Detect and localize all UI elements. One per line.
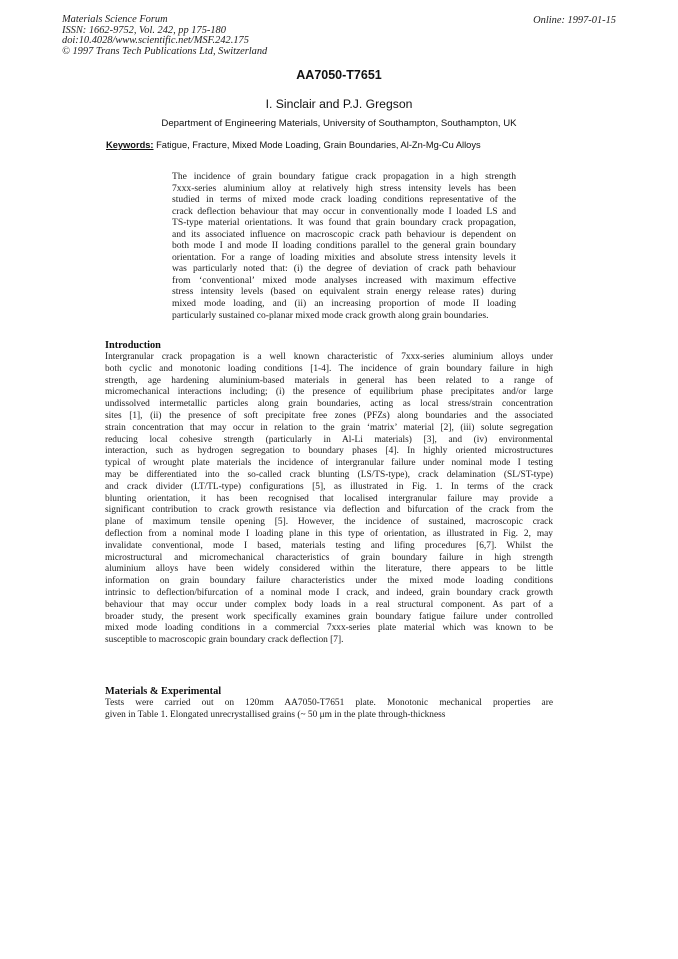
introduction-line: invalidate conventional, mode I based, materials testing and lifing procedures [6,7]. Whilst the [105, 540, 553, 551]
abstract-line: both mode I and mode II loading conditions parallel to the general grain boundary [172, 240, 516, 252]
introduction-line: both cyclic and monotonic loading conditions [1-4]. The incidence of grain boundary failure in high [105, 363, 553, 374]
introduction-line: microstructural and micromechanical characteristics of grain boundary failure in high strength [105, 552, 553, 563]
introduction-line: undissolved intermetallic particles along grain boundaries, acting as local stress/strain concentration [105, 399, 553, 410]
journal-citation-line: doi:10.4028/www.scientific.net/MSF.242.175 [62, 35, 249, 47]
abstract-line: was particularly noted that: (i) the degree of deviation of crack path behaviour [172, 263, 516, 275]
introduction-line: strength, age hardening aluminium-based materials in general has been related to a range of [105, 375, 553, 386]
introduction-line: Intergranular crack propagation is a well known characteristic of 7xxx-series aluminium alloys under [105, 352, 553, 362]
introduction-line: intrinsic to deflection/bifurcation of a nominal mode I crack, and indeed, grain boundary crack growth [105, 587, 553, 598]
introduction-line: may be differentiated into the so-called crack blunting (LS/TS-type), crack delamination (SL/ST-type) [105, 469, 553, 480]
journal-citation-line: Materials Science Forum [62, 14, 168, 25]
authors: I. Sinclair and P.J. Gregson [265, 97, 413, 111]
abstract-line: particularly sustained co-planar mixed mode crack growth along grain boundaries. [172, 309, 489, 321]
introduction-heading: Introduction [105, 340, 161, 351]
keywords [106, 140, 576, 150]
introduction-line: significant contribution to crack growth resistance via deflection and bifurcation of the crack from the [105, 505, 553, 516]
introduction-line: interaction, such as hydrogen segregation to boundary phases [4]. In highly oriented microstructures [105, 446, 553, 457]
journal-citation-line: ISSN: 1662-9752, Vol. 242, pp 175-180 [62, 24, 226, 36]
introduction-body [105, 352, 553, 647]
introduction-line: susceptible to macroscopic grain boundary crack deflection [7]. [105, 635, 344, 646]
introduction-line: reducing local cohesive strength (particularly in Al-Li materials) [3], and (iv) environmental [105, 434, 553, 445]
abstract-line: crack deflection behaviour that may occur in conventionally mode I loaded LS and [172, 205, 516, 217]
introduction-line: deflection from a nominal mode I loading plane in this type of orientation, as illustrated in Fig. 2, may [105, 528, 553, 539]
introduction-line: mixed mode loading conditions in a commercial 7xxx-series plate material which was known to be [105, 623, 553, 634]
abstract-line: stress intensity levels (based on equivalent strain energy release rates) during [172, 286, 516, 298]
keywords-text: Fatigue, Fracture, Mixed Mode Loading, Grain Boundaries, Al-Zn-Mg-Cu Alloys [156, 140, 481, 150]
abstract-line: orientation. For a range of loading mixities and absolute stress intensity levels it [172, 251, 516, 263]
abstract-line: The incidence of grain boundary fatigue crack propagation in a high strength [172, 171, 516, 182]
materials-line: Tests were carried out on 120mm AA7050-T7651 plate. Monotonic mechanical properties are [105, 698, 553, 708]
abstract-line: and its associated influence on macroscopic crack path behaviour is dependent on [172, 228, 516, 240]
introduction-line: strain concentration that may occur in relation to the grain ‘matrix’ material [2], (iii) solute segregation [105, 422, 553, 433]
introduction-line: aluminium alloys have been widely considered within the literature, there appears to be little [105, 564, 553, 575]
materials-body [105, 698, 553, 722]
online-date: Online: 1997-01-15 [533, 15, 616, 26]
introduction-line: behaviour that may occur under complex body loads in a real structural component. As part of a [105, 599, 553, 610]
affiliation: Department of Engineering Materials, University of Southampton, Southampton, UK [161, 118, 517, 129]
introduction-line: micromechanical interactions including; (i) the presence of equilibrium phase precipitates and/or large [105, 387, 553, 398]
materials-heading: Materials & Experimental [105, 686, 222, 697]
introduction-line: typical of wrought plate materials the incidence of intergranular failure under nominal mode I testing [105, 458, 553, 469]
abstract-line: TS-type material orientations. It was found that grain boundary crack propagation, [172, 217, 516, 229]
abstract [172, 171, 516, 321]
introduction-line: blunting orientation, it has been recognised that localised intergranular failure may provide a [105, 493, 553, 504]
abstract-line: from ‘conventional’ mixed mode analyses increased with maximum effective [172, 274, 516, 286]
introduction-line: plane of maximum tensile opening [5]. However, the incidence of sustained, macroscopic crack [105, 517, 553, 528]
cropped-title-line [222, 59, 462, 63]
materials-line: given in Table 1. Elongated unrecrystallised grains (~ 50 μm in the plate through-thickness [105, 709, 446, 720]
introduction-line: sites [1], (ii) the presence of soft precipitate free zones (PFZs) along boundaries and the associated [105, 410, 553, 421]
abstract-line: 7xxx-series aluminium alloy at relatively high stress intensity levels has been [172, 182, 516, 194]
journal-citation-line: © 1997 Trans Tech Publications Ltd, Switzerland [62, 45, 268, 57]
abstract-line: studied in terms of mixed mode crack loading conditions representative of the [172, 194, 516, 206]
introduction-line: information on grain boundary failure characteristics under the mixed mode loading conditions [105, 576, 553, 587]
keywords-label: Keywords: [106, 140, 154, 150]
paper-title-fragment: AA7050-T7651 [296, 68, 382, 82]
introduction-line: and crack divider (LT/TL-type) configurations [5], as illustrated in Fig. 1. In terms of the crack [105, 481, 553, 492]
introduction-line: broader study, the present work specifically examines grain boundary fatigue failure under controlled [105, 611, 553, 622]
abstract-line: mixed mode loading, and (ii) an increasing proportion of mode II loading [172, 298, 516, 310]
